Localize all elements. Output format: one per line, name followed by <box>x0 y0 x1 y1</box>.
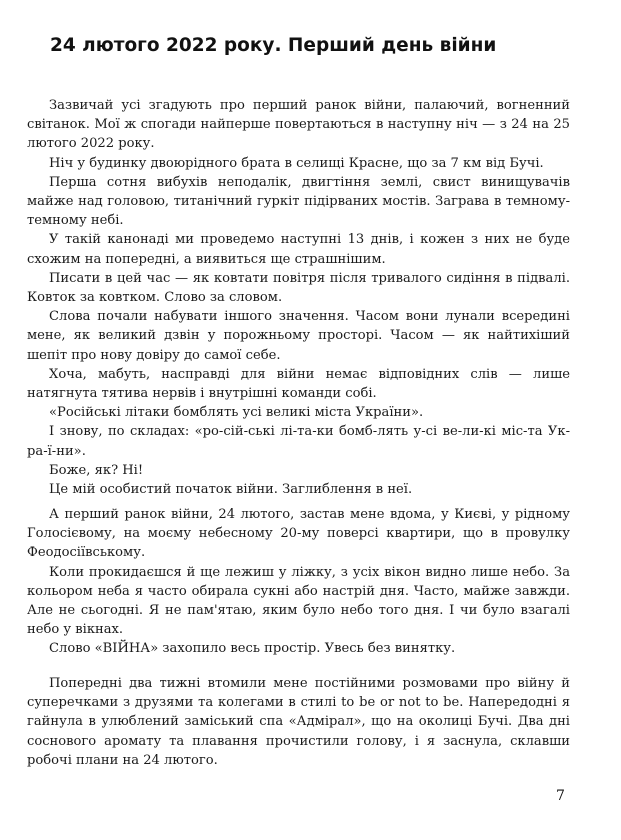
paragraph: У такій канонаді ми проведемо наступні 13 днів, і кожен з них не буде схожим на попередні, а виявиться ще страшнішим. <box>27 232 570 267</box>
paragraph: Зазвичай усі згадують про перший ранок війни, палаючий, вогненний світанок. Мої ж спогади найперше повертаються в наступну ніч — з 24 на 25 лютого 2022 року. <box>27 98 570 152</box>
text-section-1 <box>27 96 570 499</box>
paragraph: Писати в цей час — як ковтати повітря після тривалого сидіння в підвалі. Ковток за ковтком. Слово за словом. <box>27 270 570 306</box>
paragraph: Перша сотня вибухів неподалік, двигтіння землі, свист винищувачів майже над головою, титанічний гуркіт підірваних мостів. Заграва в темному-темному небі. <box>27 174 570 229</box>
paragraph: І знову, по складах: «ро-сій-ські лі-та-ки бомб-лять у-сі ве-ли-кі міс-та Ук-ра-ї-ни». <box>27 424 570 459</box>
page-number: 7 <box>556 788 565 804</box>
paragraph: Попередні два тижні втомили мене постійними розмовами про війну й суперечками з друзями та колегами в стилі to be or not to be. Напередодні я гайнула в улюблений заміський спа «Адмірал», що на околиці Бучі. Два дні соснового аромату та плавання прочистили голову, і я заснула, склавши робочі плани на 24 лютого. <box>27 676 570 768</box>
paragraph: Ніч у будинку двоюрідного брата в селищі Красне, що за 7 км від Бучі. <box>49 155 544 171</box>
chapter-title: 24 лютого 2022 року. Перший день війни <box>50 35 497 56</box>
paragraph: Слово «ВІЙНА» захопило весь простір. Увесь без винятку. <box>49 641 456 657</box>
paragraph: Коли прокидаєшся й ще лежиш у ліжку, з усіх вікон видно лише небо. За кольором неба я часто обирала сукні або настрій дня. Часто, майже завжди. Але не сьогодні. Я не пам'ятаю, яким було небо того дня. І чи було взагалі небо у вікнах. <box>27 564 570 638</box>
paragraph: Слова почали набувати іншого значення. Часом вони лунали всередині мене, як великий дзвін у порожньому просторі. Часом — як найтихіший шепіт про нову довіру до самої себе. <box>27 309 570 363</box>
paragraph: А перший ранок війни, 24 лютого, застав мене вдома, у Києві, у рідному Голосієвому, на моєму небесному 20-му поверсі квартири, що в провулку Феодосіївському. <box>27 507 570 561</box>
paragraph: Боже, як? Ні! <box>49 462 144 478</box>
paragraph: Це мій особистий початок війни. Заглиблення в неї. <box>49 482 413 498</box>
paragraph: Хоча, мабуть, насправді для війни немає відповідних слів — лише натягнута тятива нервів і внутрішні команди собі. <box>27 366 570 402</box>
text-section-3 <box>27 674 570 770</box>
text-section-2 <box>27 505 570 659</box>
paragraph: «Російські літаки бомблять усі великі міста України». <box>49 405 424 421</box>
